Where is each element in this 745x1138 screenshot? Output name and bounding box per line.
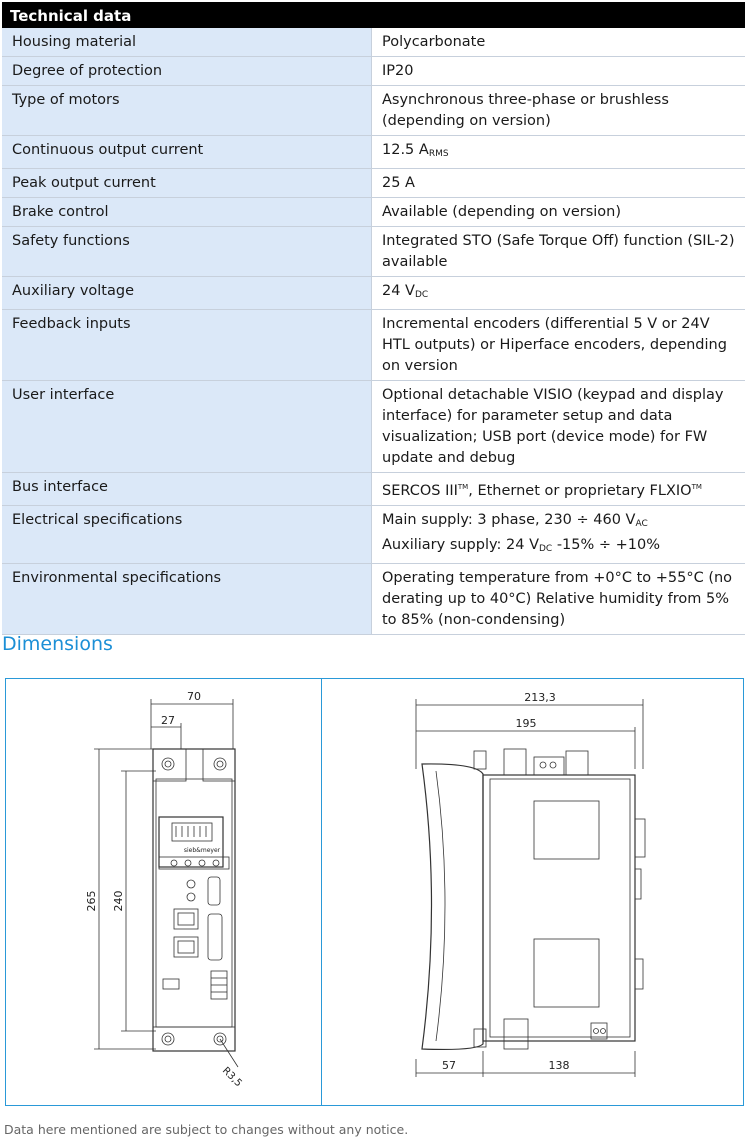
table-row xyxy=(2,28,745,57)
trademark: TM xyxy=(457,483,469,491)
row-label: Continuous output current xyxy=(2,136,372,168)
value-text: SERCOS III xyxy=(382,483,458,499)
dimensions-drawing xyxy=(5,678,744,1106)
trademark: TM xyxy=(691,483,702,491)
row-value: IP20 xyxy=(382,63,414,79)
value-text: , Ethernet or proprietary FLXIO xyxy=(468,483,692,499)
row-label: Bus interface xyxy=(2,473,372,505)
row-label: Housing material xyxy=(2,28,372,56)
table-row xyxy=(2,473,745,506)
row-label: Brake control xyxy=(2,198,372,226)
table-row xyxy=(2,506,745,564)
value-text: Auxiliary supply: 24 V xyxy=(382,537,539,553)
row-value: Operating temperature from +0°C to +55°C (no derating up to 40°C) Relative humidity from 5% to 85% (non-condensing) xyxy=(382,570,733,628)
device-logo: sieb&meyer xyxy=(183,847,221,854)
value-text: 24 V xyxy=(382,283,415,299)
row-value: Available (depending on version) xyxy=(382,204,622,220)
row-value: Integrated STO (Safe Torque Off) function (SIL-2) available xyxy=(382,233,735,270)
disclaimer-footer: Data here mentioned are subject to changes without any notice. xyxy=(4,1122,409,1137)
dim-depth-total: 213,3 xyxy=(524,691,556,704)
value-line xyxy=(382,510,735,535)
row-label: Auxiliary voltage xyxy=(2,277,372,309)
row-value: Polycarbonate xyxy=(382,34,486,50)
row-value xyxy=(372,506,745,563)
row-label: User interface xyxy=(2,381,372,472)
dim-height-total: 265 xyxy=(85,890,98,912)
row-value: Optional detachable VISIO (keypad and display interface) for parameter setup and data visualization; USB port (device mode) for FW update and debug xyxy=(382,387,724,466)
dim-width-partial: 27 xyxy=(161,714,175,727)
row-label: Degree of protection xyxy=(2,57,372,85)
table-row xyxy=(2,198,745,227)
row-value xyxy=(372,136,745,168)
value-subscript: DC xyxy=(539,544,553,554)
table-row xyxy=(2,136,745,169)
row-label: Feedback inputs xyxy=(2,310,372,380)
side-view-drawing xyxy=(322,679,743,1105)
table-row xyxy=(2,169,745,198)
row-label: Electrical specifications xyxy=(2,506,372,563)
table-row xyxy=(2,310,745,381)
row-value xyxy=(372,473,745,505)
row-label: Peak output current xyxy=(2,169,372,197)
dim-width-total: 70 xyxy=(187,690,201,703)
dimensions-heading: Dimensions xyxy=(2,633,113,655)
dim-front-part: 57 xyxy=(442,1059,456,1072)
table-row xyxy=(2,381,745,473)
row-value: Incremental encoders (differential 5 V or 24V HTL outputs) or Hiperface encoders, depending on version xyxy=(382,316,727,374)
value-subscript: DC xyxy=(414,290,429,300)
row-label: Safety functions xyxy=(2,227,372,276)
row-value xyxy=(372,277,745,309)
table-row xyxy=(2,564,745,635)
value-subscript: AC xyxy=(635,519,648,529)
table-row xyxy=(2,227,745,277)
table-row xyxy=(2,57,745,86)
dim-height-inner: 240 xyxy=(112,890,125,912)
value-text: Main supply: 3 phase, 230 ÷ 460 V xyxy=(382,512,636,528)
dim-depth-body: 195 xyxy=(515,717,537,730)
value-subscript: RMS xyxy=(428,149,449,159)
table-row xyxy=(2,86,745,136)
row-label: Type of motors xyxy=(2,86,372,135)
value-text: -15% ÷ +10% xyxy=(552,537,661,553)
value-text: 12.5 A xyxy=(382,142,429,158)
table-title: Technical data xyxy=(2,2,745,28)
table-row xyxy=(2,277,745,310)
row-value: 25 A xyxy=(382,175,415,191)
dim-radius: R3,5 xyxy=(219,1065,244,1090)
row-label: Environmental specifications xyxy=(2,564,372,634)
dim-rear-part: 138 xyxy=(548,1059,570,1072)
technical-data-table xyxy=(2,2,745,635)
value-line xyxy=(382,535,735,560)
row-value: Asynchronous three-phase or brushless (depending on version) xyxy=(382,92,669,129)
front-view-drawing xyxy=(6,679,321,1105)
